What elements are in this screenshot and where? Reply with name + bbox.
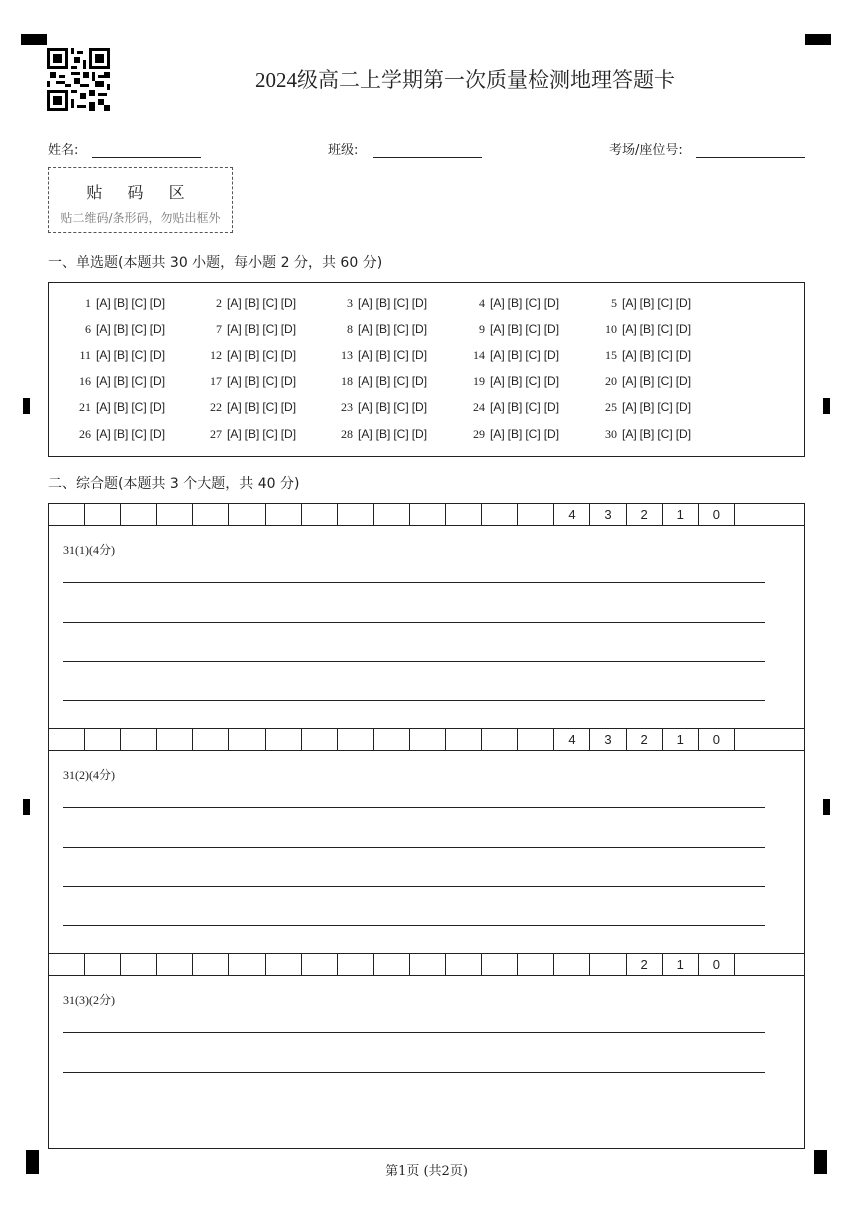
answer-bubble-c[interactable]: [C] — [131, 348, 147, 362]
answer-line[interactable] — [63, 847, 765, 848]
question-number: 20 — [605, 374, 617, 388]
answer-line[interactable] — [63, 886, 765, 887]
score-cell — [266, 504, 302, 525]
side-mark-right-2 — [823, 799, 830, 815]
answer-frame-1 — [48, 503, 805, 729]
score-cell — [302, 729, 338, 750]
answer-bubble-d[interactable]: [D] — [149, 374, 166, 388]
answer-bubble-c[interactable]: [C] — [262, 322, 278, 336]
score-cell — [410, 504, 446, 525]
score-cell — [193, 729, 229, 750]
score-box-1[interactable]: 1 — [663, 504, 699, 525]
question-number: 3 — [347, 296, 353, 310]
question-8 — [333, 322, 430, 337]
answer-bubble-b[interactable]: [B] — [113, 322, 129, 336]
score-cell — [591, 954, 627, 975]
answer-bubble-b[interactable]: [B] — [244, 348, 260, 362]
question-number: 21 — [79, 400, 91, 414]
answer-bubble-a[interactable]: [A] — [358, 348, 373, 362]
answer-bubble-d[interactable]: [D] — [543, 400, 560, 414]
score-box-1[interactable]: 1 — [663, 729, 699, 750]
answer-bubble-d[interactable]: [D] — [411, 322, 428, 336]
answer-bubble-d[interactable]: [D] — [280, 348, 297, 362]
question-number: 16 — [79, 374, 91, 388]
answer-bubble-c[interactable]: [C] — [525, 348, 541, 362]
answer-bubble-b[interactable]: [B] — [244, 400, 260, 414]
score-cell — [193, 954, 229, 975]
score-box-0[interactable]: 0 — [699, 954, 735, 975]
question-13 — [333, 348, 430, 363]
answer-bubble-a[interactable]: [A] — [490, 348, 505, 362]
side-mark-right-1 — [823, 398, 830, 414]
answer-line[interactable] — [63, 807, 765, 808]
question-number: 24 — [473, 400, 485, 414]
answer-bubble-a[interactable]: [A] — [227, 427, 242, 441]
answer-bubble-b[interactable]: [B] — [113, 374, 129, 388]
answer-bubble-b[interactable]: [B] — [507, 400, 523, 414]
answer-bubble-b[interactable]: [B] — [244, 374, 260, 388]
answer-line[interactable] — [63, 1032, 765, 1033]
question-11 — [71, 348, 168, 363]
score-cell — [157, 504, 193, 525]
score-box-3[interactable]: 3 — [591, 504, 627, 525]
answer-bubble-d[interactable]: [D] — [675, 296, 692, 310]
answer-bubble-c[interactable]: [C] — [657, 374, 673, 388]
question-number: 27 — [210, 427, 222, 441]
answer-bubble-a[interactable]: [A] — [96, 348, 111, 362]
question-number: 10 — [605, 322, 617, 336]
question-number: 17 — [210, 374, 222, 388]
answer-bubble-c[interactable]: [C] — [657, 400, 673, 414]
answer-bubble-d[interactable]: [D] — [411, 400, 428, 414]
score-cell — [446, 954, 482, 975]
answer-bubble-b[interactable]: [B] — [244, 427, 260, 441]
score-box-4[interactable]: 4 — [554, 729, 590, 750]
answer-bubble-d[interactable]: [D] — [675, 322, 692, 336]
question-3 — [333, 296, 430, 311]
score-cell — [518, 954, 554, 975]
score-cell — [735, 954, 804, 975]
answer-bubble-a[interactable]: [A] — [358, 374, 373, 388]
score-cell — [374, 729, 410, 750]
question-1 — [71, 296, 168, 311]
sticker-title: 贴 码 区 — [86, 183, 195, 202]
question-number: 6 — [85, 322, 91, 336]
answer-bubble-a[interactable]: [A] — [227, 348, 242, 362]
answer-bubble-a[interactable]: [A] — [358, 400, 373, 414]
score-cell — [230, 504, 266, 525]
answer-bubble-d[interactable]: [D] — [675, 348, 692, 362]
answer-bubble-b[interactable]: [B] — [113, 400, 129, 414]
answer-bubble-a[interactable]: [A] — [227, 374, 242, 388]
answer-bubble-b[interactable]: [B] — [639, 374, 655, 388]
question-number: 15 — [605, 348, 617, 362]
question-number: 13 — [341, 348, 353, 362]
answer-bubble-a[interactable]: [A] — [622, 427, 637, 441]
section2-title: 二、综合题(本题共 3 个大题，共 40 分) — [48, 476, 300, 492]
answer-bubble-a[interactable]: [A] — [622, 348, 637, 362]
question-18 — [333, 374, 430, 389]
seat-field[interactable] — [696, 157, 805, 158]
score-cell — [85, 729, 121, 750]
answer-bubble-b[interactable]: [B] — [507, 322, 523, 336]
answer-bubble-c[interactable]: [C] — [393, 322, 409, 336]
answer-bubble-c[interactable]: [C] — [131, 296, 147, 310]
answer-bubble-b[interactable]: [B] — [639, 400, 655, 414]
question-label: 31(3)(2分) — [63, 993, 115, 1007]
answer-line[interactable] — [63, 622, 765, 623]
question-number: 7 — [216, 322, 222, 336]
question-number: 26 — [79, 427, 91, 441]
corner-mark-top-right — [805, 34, 831, 45]
answer-bubble-a[interactable]: [A] — [358, 322, 373, 336]
class-label: 班级: — [328, 143, 359, 158]
answer-bubble-d[interactable]: [D] — [543, 374, 560, 388]
qr-code-icon — [47, 48, 110, 111]
question-9 — [465, 322, 562, 337]
name-label: 姓名: — [48, 143, 79, 158]
question-4 — [465, 296, 562, 311]
answer-bubble-a[interactable]: [A] — [96, 427, 111, 441]
answer-bubble-c[interactable]: [C] — [393, 400, 409, 414]
answer-bubble-a[interactable]: [A] — [96, 322, 111, 336]
answer-bubble-c[interactable]: [C] — [393, 427, 409, 441]
score-cell — [338, 954, 374, 975]
answer-bubble-c[interactable]: [C] — [262, 296, 278, 310]
corner-mark-top-left — [21, 34, 47, 45]
question-16 — [71, 374, 168, 389]
answer-bubble-d[interactable]: [D] — [543, 427, 560, 441]
question-19 — [465, 374, 562, 389]
answer-bubble-c[interactable]: [C] — [657, 348, 673, 362]
answer-bubble-b[interactable]: [B] — [639, 348, 655, 362]
score-cell — [302, 504, 338, 525]
answer-bubble-c[interactable]: [C] — [393, 296, 409, 310]
score-row — [49, 504, 804, 526]
score-box-2[interactable]: 2 — [627, 729, 663, 750]
side-mark-left-1 — [23, 398, 30, 414]
answer-bubble-b[interactable]: [B] — [639, 427, 655, 441]
answer-bubble-b[interactable]: [B] — [375, 374, 391, 388]
question-7 — [202, 322, 299, 337]
score-cell — [410, 729, 446, 750]
answer-line[interactable] — [63, 700, 765, 701]
answer-bubble-d[interactable]: [D] — [543, 296, 560, 310]
answer-bubble-d[interactable]: [D] — [280, 400, 297, 414]
score-cell — [482, 504, 518, 525]
score-cell — [121, 729, 157, 750]
question-number: 12 — [210, 348, 222, 362]
answer-bubble-b[interactable]: [B] — [507, 374, 523, 388]
answer-bubble-b[interactable]: [B] — [507, 427, 523, 441]
score-cell — [230, 729, 266, 750]
question-number: 11 — [79, 348, 91, 362]
question-30 — [597, 427, 694, 442]
question-number: 22 — [210, 400, 222, 414]
score-box-0[interactable]: 0 — [699, 729, 735, 750]
answer-bubble-a[interactable]: [A] — [490, 374, 505, 388]
question-label: 31(2)(4分) — [63, 768, 115, 782]
answer-bubble-b[interactable]: [B] — [375, 427, 391, 441]
question-25 — [597, 400, 694, 415]
answer-bubble-a[interactable]: [A] — [490, 322, 505, 336]
score-cell — [338, 729, 374, 750]
question-24 — [465, 400, 562, 415]
answer-bubble-c[interactable]: [C] — [525, 296, 541, 310]
answer-line[interactable] — [63, 582, 765, 583]
score-row — [49, 729, 804, 751]
score-cell — [446, 504, 482, 525]
answer-bubble-d[interactable]: [D] — [149, 296, 166, 310]
score-cell — [338, 504, 374, 525]
side-mark-left-2 — [23, 799, 30, 815]
answer-bubble-d[interactable]: [D] — [280, 296, 297, 310]
multiple-choice-box — [48, 282, 805, 457]
score-cell — [266, 954, 302, 975]
question-10 — [597, 322, 694, 337]
score-cell — [374, 954, 410, 975]
question-17 — [202, 374, 299, 389]
answer-bubble-c[interactable]: [C] — [131, 374, 147, 388]
answer-bubble-c[interactable]: [C] — [131, 322, 147, 336]
score-cell — [193, 504, 229, 525]
answer-bubble-c[interactable]: [C] — [262, 374, 278, 388]
answer-line[interactable] — [63, 925, 765, 926]
question-number: 4 — [479, 296, 485, 310]
answer-bubble-c[interactable]: [C] — [262, 400, 278, 414]
page-title: 2024级高二上学期第一次质量检测地理答题卡 — [255, 68, 675, 92]
question-23 — [333, 400, 430, 415]
answer-bubble-b[interactable]: [B] — [244, 322, 260, 336]
answer-bubble-c[interactable]: [C] — [525, 427, 541, 441]
answer-bubble-a[interactable]: [A] — [490, 296, 505, 310]
answer-bubble-d[interactable]: [D] — [149, 400, 166, 414]
answer-bubble-d[interactable]: [D] — [675, 400, 692, 414]
score-cell — [121, 504, 157, 525]
answer-bubble-c[interactable]: [C] — [525, 322, 541, 336]
question-number: 5 — [611, 296, 617, 310]
score-cell — [482, 954, 518, 975]
question-number: 25 — [605, 400, 617, 414]
question-number: 8 — [347, 322, 353, 336]
answer-bubble-b[interactable]: [B] — [244, 296, 260, 310]
score-cell — [518, 504, 554, 525]
score-cell — [482, 729, 518, 750]
answer-bubble-c[interactable]: [C] — [393, 348, 409, 362]
answer-bubble-d[interactable]: [D] — [280, 322, 297, 336]
answer-bubble-d[interactable]: [D] — [411, 374, 428, 388]
answer-frame-3 — [48, 953, 805, 1149]
question-number: 19 — [473, 374, 485, 388]
answer-bubble-d[interactable]: [D] — [675, 374, 692, 388]
page-footer: 第1页 (共2页) — [385, 1164, 468, 1179]
score-cell — [735, 504, 804, 525]
question-number: 30 — [605, 427, 617, 441]
answer-line[interactable] — [63, 1072, 765, 1073]
answer-bubble-c[interactable]: [C] — [131, 400, 147, 414]
question-6 — [71, 322, 168, 337]
answer-bubble-d[interactable]: [D] — [149, 322, 166, 336]
answer-frame-2 — [48, 728, 805, 954]
answer-bubble-c[interactable]: [C] — [657, 296, 673, 310]
question-number: 18 — [341, 374, 353, 388]
question-14 — [465, 348, 562, 363]
score-cell — [554, 954, 590, 975]
question-number: 9 — [479, 322, 485, 336]
answer-bubble-d[interactable]: [D] — [280, 427, 297, 441]
answer-bubble-a[interactable]: [A] — [96, 374, 111, 388]
question-22 — [202, 400, 299, 415]
answer-bubble-c[interactable]: [C] — [393, 374, 409, 388]
question-29 — [465, 427, 562, 442]
seat-label: 考场/座位号: — [609, 143, 683, 158]
question-27 — [202, 427, 299, 442]
answer-bubble-d[interactable]: [D] — [411, 296, 428, 310]
answer-bubble-a[interactable]: [A] — [227, 322, 242, 336]
answer-bubble-d[interactable]: [D] — [149, 348, 166, 362]
score-cell — [157, 954, 193, 975]
question-5 — [597, 296, 694, 311]
answer-bubble-a[interactable]: [A] — [358, 296, 373, 310]
score-cell — [85, 504, 121, 525]
answer-bubble-b[interactable]: [B] — [507, 348, 523, 362]
score-box-1[interactable]: 1 — [663, 954, 699, 975]
score-cell — [49, 954, 85, 975]
answer-bubble-b[interactable]: [B] — [507, 296, 523, 310]
score-cell — [374, 504, 410, 525]
question-21 — [71, 400, 168, 415]
answer-bubble-a[interactable]: [A] — [622, 296, 637, 310]
score-cell — [49, 729, 85, 750]
question-15 — [597, 348, 694, 363]
answer-bubble-a[interactable]: [A] — [96, 296, 111, 310]
answer-bubble-b[interactable]: [B] — [113, 296, 129, 310]
score-box-2[interactable]: 2 — [627, 504, 663, 525]
score-box-3[interactable]: 3 — [591, 729, 627, 750]
answer-bubble-a[interactable]: [A] — [622, 400, 637, 414]
answer-bubble-a[interactable]: [A] — [227, 400, 242, 414]
sticker-hint: 贴二维码/条形码，勿贴出框外 — [60, 211, 221, 225]
question-28 — [333, 427, 430, 442]
barcode-sticker-area — [48, 167, 233, 233]
score-cell — [85, 954, 121, 975]
answer-bubble-b[interactable]: [B] — [113, 348, 129, 362]
question-number: 14 — [473, 348, 485, 362]
answer-bubble-a[interactable]: [A] — [490, 427, 505, 441]
answer-bubble-a[interactable]: [A] — [622, 322, 637, 336]
answer-bubble-b[interactable]: [B] — [375, 322, 391, 336]
question-26 — [71, 427, 168, 442]
answer-bubble-c[interactable]: [C] — [657, 322, 673, 336]
answer-bubble-c[interactable]: [C] — [525, 400, 541, 414]
score-cell — [518, 729, 554, 750]
answer-bubble-b[interactable]: [B] — [639, 322, 655, 336]
question-number: 2 — [216, 296, 222, 310]
answer-bubble-b[interactable]: [B] — [375, 296, 391, 310]
answer-bubble-b[interactable]: [B] — [639, 296, 655, 310]
answer-bubble-a[interactable]: [A] — [622, 374, 637, 388]
answer-bubble-d[interactable]: [D] — [280, 374, 297, 388]
question-12 — [202, 348, 299, 363]
answer-bubble-d[interactable]: [D] — [543, 322, 560, 336]
answer-bubble-d[interactable]: [D] — [543, 348, 560, 362]
section1-title: 一、单选题(本题共 30 小题，每小题 2 分，共 60 分) — [48, 255, 383, 271]
question-number: 23 — [341, 400, 353, 414]
score-cell — [446, 729, 482, 750]
answer-line[interactable] — [63, 661, 765, 662]
answer-bubble-b[interactable]: [B] — [375, 348, 391, 362]
score-box-2[interactable]: 2 — [627, 954, 663, 975]
question-2 — [202, 296, 299, 311]
answer-bubble-a[interactable]: [A] — [490, 400, 505, 414]
score-cell — [157, 729, 193, 750]
score-box-4[interactable]: 4 — [554, 504, 590, 525]
answer-bubble-c[interactable]: [C] — [657, 427, 673, 441]
score-box-0[interactable]: 0 — [699, 504, 735, 525]
question-number: 28 — [341, 427, 353, 441]
answer-bubble-d[interactable]: [D] — [149, 427, 166, 441]
score-cell — [121, 954, 157, 975]
class-field[interactable] — [373, 157, 482, 158]
score-cell — [735, 729, 804, 750]
score-cell — [230, 954, 266, 975]
question-number: 1 — [85, 296, 91, 310]
answer-bubble-a[interactable]: [A] — [96, 400, 111, 414]
name-field[interactable] — [92, 157, 201, 158]
answer-bubble-c[interactable]: [C] — [131, 427, 147, 441]
question-label: 31(1)(4分) — [63, 543, 115, 557]
answer-bubble-a[interactable]: [A] — [227, 296, 242, 310]
answer-bubble-b[interactable]: [B] — [375, 400, 391, 414]
score-cell — [266, 729, 302, 750]
question-20 — [597, 374, 694, 389]
answer-bubble-d[interactable]: [D] — [411, 427, 428, 441]
score-cell — [49, 504, 85, 525]
score-row — [49, 954, 804, 976]
answer-bubble-c[interactable]: [C] — [262, 427, 278, 441]
answer-bubble-b[interactable]: [B] — [113, 427, 129, 441]
answer-bubble-d[interactable]: [D] — [675, 427, 692, 441]
score-cell — [410, 954, 446, 975]
answer-bubble-c[interactable]: [C] — [525, 374, 541, 388]
answer-bubble-a[interactable]: [A] — [358, 427, 373, 441]
question-number: 29 — [473, 427, 485, 441]
answer-bubble-d[interactable]: [D] — [411, 348, 428, 362]
score-cell — [302, 954, 338, 975]
answer-bubble-c[interactable]: [C] — [262, 348, 278, 362]
